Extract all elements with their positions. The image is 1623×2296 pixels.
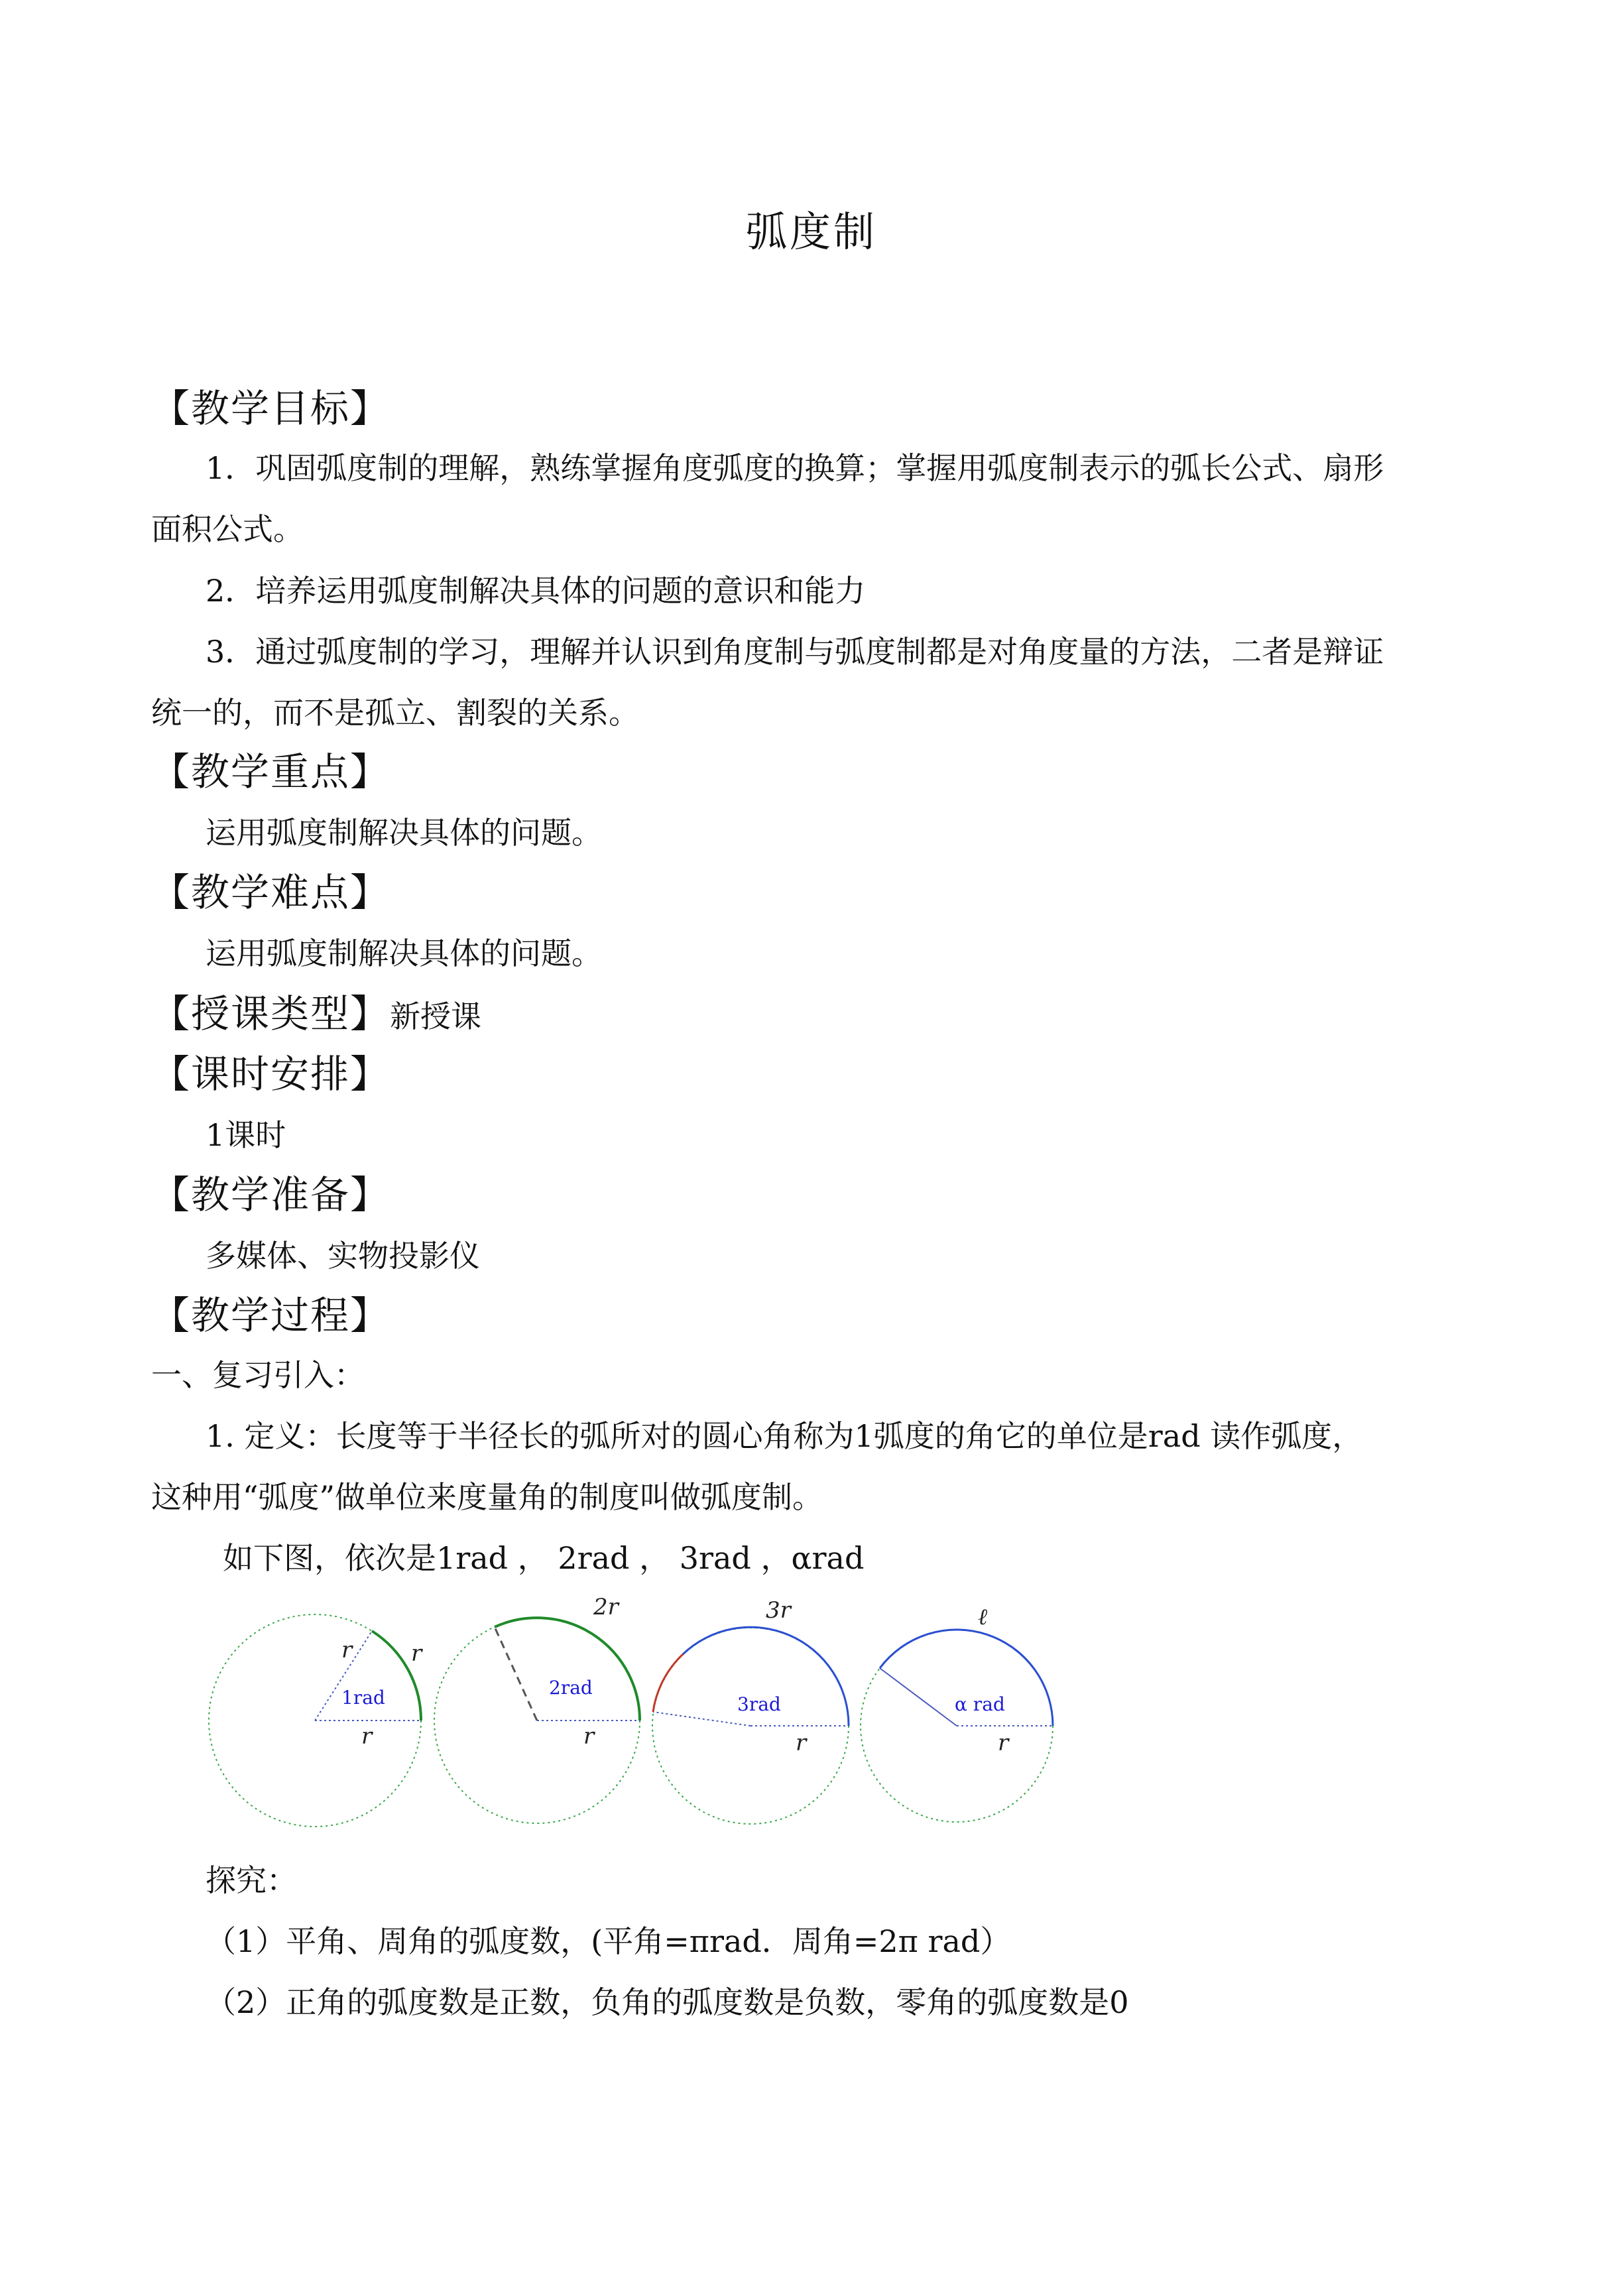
circle-1rad [209,1614,423,1827]
lesson-type-heading: 【授课类型】 [151,991,391,1036]
circle-1-radius-label: r [361,1723,373,1750]
circle-4-radius-label: r [998,1730,1009,1756]
circle-3-radius-label: r [796,1730,807,1756]
key-points-heading: 【教学重点】 [151,749,391,794]
circle-2-arc-label: 2r [593,1595,619,1620]
lesson-type-text: 新授课 [390,998,482,1034]
process-heading: 【教学过程】 [151,1293,391,1338]
objective-3-line-2: 统一的，而不是孤立、割裂的关系。 [151,695,639,731]
radian-circles-svg [192,1595,1081,1846]
definition-line-1: 1. 定义：长度等于半径长的弧所对的圆心角称为1弧度的角它的单位是rad 读作弧度， [206,1418,1363,1454]
explore-item-2: （2）正角的弧度数是正数，负角的弧度数是负数，零角的弧度数是0 [206,1984,1129,2020]
definition-line-2: 这种用“弧度”做单位来度量角的制度叫做弧度制。 [151,1479,823,1515]
circle-1-radius-label-angled: r [341,1637,353,1663]
circle-1-angle-label: 1rad [341,1687,385,1709]
objective-2: 2．培养运用弧度制解决具体的问题的意识和能力 [206,573,866,609]
difficulty-heading: 【教学难点】 [151,870,391,915]
objective-1-line-2: 面积公式。 [151,511,304,547]
page-title: 弧度制 [745,208,877,256]
radian-figure [192,1595,1081,1846]
circle-3-arc-red [653,1654,683,1712]
objective-3-line-1: 3．通过弧度制的学习，理解并认识到角度制与弧度制都是对角度量的方法，二者是辩证 [206,634,1384,670]
key-points-text: 运用弧度制解决具体的问题。 [206,815,602,851]
circle-2-radius-angled [495,1627,537,1721]
preparation-heading: 【教学准备】 [151,1172,391,1217]
schedule-heading: 【课时安排】 [151,1052,391,1097]
circle-3rad [652,1597,849,1824]
schedule-text: 1课时 [206,1117,286,1153]
difficulty-text: 运用弧度制解决具体的问题。 [206,936,602,971]
circle-1-arc-label: r [411,1640,422,1667]
objectives-heading: 【教学目标】 [151,386,391,431]
circle-alpha-rad [861,1604,1053,1822]
figure-caption: 如下图，依次是1rad ， 2rad ， 3rad ，αrad [223,1540,865,1576]
circle-2-angle-label: 2rad [549,1677,593,1699]
review-heading: 一、复习引入： [151,1357,365,1393]
circle-4-arc-label: ℓ [978,1604,988,1630]
circle-3-arc-label: 3r [766,1597,791,1624]
preparation-text: 多媒体、实物投影仪 [206,1238,480,1274]
circle-3-radius-angled [653,1712,751,1726]
lesson-type-row [151,983,1484,1047]
circle-2-radius-label: r [583,1723,595,1750]
explore-item-1: （1）平角、周角的弧度数，(平角=πrad．周角=2π rad） [206,1923,1011,1959]
objective-1-line-1: 1．巩固弧度制的理解，熟练掌握角度弧度的换算；掌握用弧度制表示的弧长公式、扇形 [206,450,1384,486]
explore-heading: 探究： [206,1862,297,1898]
circle-2rad [434,1595,640,1823]
circle-4-angle-label: α rad [955,1693,1005,1715]
circle-3-angle-label: 3rad [737,1693,781,1715]
circle-2-arc [495,1618,640,1721]
circle-4-radius-angled [880,1668,957,1726]
